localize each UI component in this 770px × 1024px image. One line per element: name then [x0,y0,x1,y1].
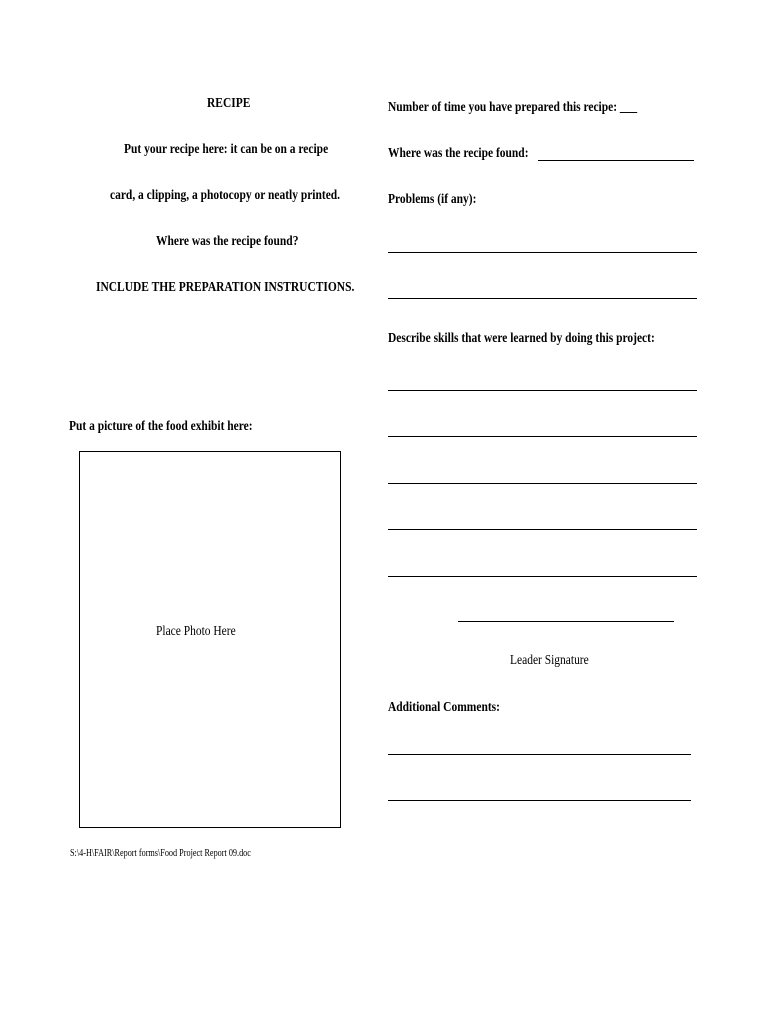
recipe-found-label: Where was the recipe found: [388,146,529,161]
comments-line-2[interactable] [388,800,691,801]
skills-label: Describe skills that were learned by doing this project: [388,331,655,346]
picture-label: Put a picture of the food exhibit here: [69,419,253,434]
recipe-found-line[interactable] [538,160,694,161]
signature-label: Leader Signature [510,653,589,668]
problems-label: Problems (if any): [388,192,477,207]
skills-line-4[interactable] [388,529,697,530]
recipe-title: RECIPE [207,96,251,111]
times-prepared-label: Number of time you have prepared this recipe: ___ [388,100,638,115]
instruction-line-2: card, a clipping, a photocopy or neatly printed. [110,188,341,203]
problems-line-1[interactable] [388,252,697,253]
comments-label: Additional Comments: [388,700,500,715]
signature-line[interactable] [458,621,674,622]
skills-line-5[interactable] [388,576,697,577]
instruction-line-4: INCLUDE THE PREPARATION INSTRUCTIONS. [96,280,355,295]
photo-placeholder-text: Place Photo Here [156,624,236,639]
skills-line-2[interactable] [388,436,697,437]
problems-line-2[interactable] [388,298,697,299]
skills-line-3[interactable] [388,483,697,484]
skills-line-1[interactable] [388,390,697,391]
comments-line-1[interactable] [388,754,691,755]
instruction-line-3: Where was the recipe found? [156,234,299,249]
instruction-line-1: Put your recipe here: it can be on a recipe [124,142,329,157]
footer-file-path: S:\4-H\FAIR\Report forms\Food Project Report 09.doc [70,848,251,859]
